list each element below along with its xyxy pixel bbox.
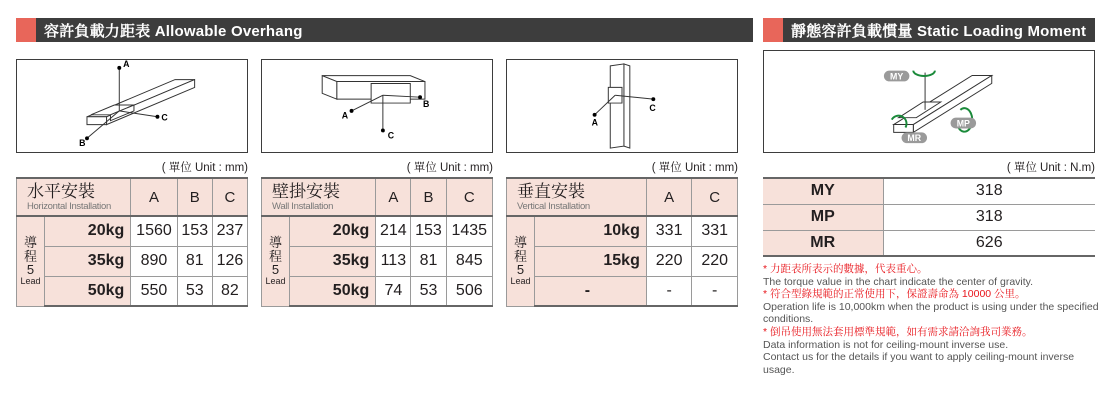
table-row <box>763 204 1095 230</box>
value-cell: 506 <box>446 276 492 306</box>
lead-cell: 導 程 5 Lead <box>17 216 45 306</box>
vertical-table <box>506 177 738 307</box>
value-cell: 74 <box>376 276 411 306</box>
value-cell: 331 <box>692 216 738 246</box>
load-cell: 35kg <box>290 246 376 276</box>
moment-table <box>763 177 1095 257</box>
header-accent <box>763 18 783 42</box>
value-cell: - <box>646 276 692 306</box>
header-accent <box>16 18 36 42</box>
unit-label: ( 單位 Unit : N.m) <box>1006 162 1095 174</box>
value-cell: 53 <box>177 276 212 306</box>
horizontal-heading: 水平安裝 Horizontal Installation <box>17 178 131 216</box>
label-b: B <box>79 138 86 149</box>
value-cell: 220 <box>646 246 692 276</box>
value-cell: 550 <box>131 276 177 306</box>
table-row <box>262 216 493 246</box>
table-row <box>17 216 248 246</box>
load-cell: 20kg <box>45 216 131 246</box>
col-header: C <box>692 178 738 216</box>
overhang-header <box>16 18 753 42</box>
vertical-diagram <box>506 59 738 153</box>
col-header: C <box>212 178 247 216</box>
moment-value: 626 <box>883 230 1095 256</box>
label-c: C <box>161 112 168 123</box>
table-row <box>507 216 738 246</box>
value-cell: 126 <box>212 246 247 276</box>
note-3b-en: Contact us for the details if you want to apply ceiling-mount inverse usage. <box>763 351 1075 376</box>
wall-diagram <box>261 59 493 153</box>
value-cell: 220 <box>692 246 738 276</box>
value-cell: 890 <box>131 246 177 276</box>
horizontal-table <box>16 177 248 307</box>
value-cell: 1560 <box>131 216 177 246</box>
col-header: C <box>446 178 492 216</box>
vertical-heading: 垂直安裝 Vertical Installation <box>507 178 647 216</box>
vertical-illustration <box>507 60 737 152</box>
overhang-title: 容許負載力距表 Allowable Overhang <box>44 22 303 40</box>
table-row <box>17 276 248 306</box>
value-cell: 82 <box>212 276 247 306</box>
moment-key: MR <box>763 230 883 256</box>
table-row <box>262 276 493 306</box>
note-2-zh: * 符合型錄規範的正常使用下，保證壽命為 10000 公里。 <box>763 288 1026 301</box>
lead-cell: 導 程 5 Lead <box>262 216 290 306</box>
value-cell: 1435 <box>446 216 492 246</box>
note-1-zh: * 力距表所表示的數據，代表重心。 <box>763 263 928 275</box>
label-a: A <box>341 110 349 121</box>
load-cell: 50kg <box>45 276 131 306</box>
load-cell: 50kg <box>290 276 376 306</box>
value-cell: - <box>692 276 738 306</box>
table-row <box>763 178 1095 204</box>
load-cell: 15kg <box>535 246 647 276</box>
col-header: A <box>131 178 177 216</box>
value-cell: 153 <box>177 216 212 246</box>
moment-diagram <box>763 50 1095 153</box>
moment-illustration <box>764 51 1094 152</box>
horizontal-illustration <box>17 60 247 152</box>
value-cell: 237 <box>212 216 247 246</box>
table-row <box>763 230 1095 256</box>
moment-header <box>763 18 1095 42</box>
wall-illustration <box>262 60 492 152</box>
label-my: MY <box>890 71 904 82</box>
moment-title: 靜態容許負載慣量 Static Loading Moment <box>791 22 1087 40</box>
col-header: A <box>646 178 692 216</box>
label-c: C <box>649 102 656 113</box>
value-cell: 845 <box>446 246 492 276</box>
moment-value: 318 <box>883 178 1095 204</box>
table-row <box>507 276 738 306</box>
unit-label: ( 單位 Unit : mm) <box>161 162 248 174</box>
load-cell: 20kg <box>290 216 376 246</box>
label-a: A <box>591 117 599 128</box>
label-a: A <box>123 60 130 69</box>
unit-label: ( 單位 Unit : mm) <box>406 162 493 174</box>
moment-key: MY <box>763 178 883 204</box>
table-row <box>507 246 738 276</box>
load-cell: 35kg <box>45 246 131 276</box>
unit-label: ( 單位 Unit : mm) <box>651 162 738 174</box>
moment-value: 318 <box>883 204 1095 230</box>
value-cell: 331 <box>646 216 692 246</box>
moment-key: MP <box>763 204 883 230</box>
value-cell: 113 <box>376 246 411 276</box>
note-1-en: The torque value in the chart indicate the center of gravity. <box>763 275 1034 288</box>
col-header: B <box>177 178 212 216</box>
note-3-zh: * 倒吊使用無法套用標準規範，如有需求請洽詢我司業務。 <box>763 325 1033 338</box>
load-cell: 10kg <box>535 216 647 246</box>
table-row <box>262 246 493 276</box>
note-3a-en: Data information is not for ceiling-mount inverse use. <box>763 338 1009 351</box>
label-mr: MR <box>907 133 922 144</box>
horizontal-diagram <box>16 59 248 153</box>
wall-table <box>261 177 493 307</box>
note-2-en: Operation life is 10,000km when the product is using under the specified conditions. <box>763 300 1099 326</box>
value-cell: 214 <box>376 216 411 246</box>
value-cell: 53 <box>411 276 446 306</box>
table-row <box>17 246 248 276</box>
label-b: B <box>423 98 430 109</box>
col-header: B <box>411 178 446 216</box>
wall-heading: 壁掛安裝 Wall Installation <box>262 178 376 216</box>
label-c: C <box>387 130 395 141</box>
lead-cell: 導 程 5 Lead <box>507 216 535 306</box>
col-header: A <box>376 178 411 216</box>
load-cell: - <box>535 276 647 306</box>
value-cell: 81 <box>411 246 446 276</box>
notes <box>763 263 1103 376</box>
value-cell: 153 <box>411 216 446 246</box>
value-cell: 81 <box>177 246 212 276</box>
label-mp: MP <box>956 118 970 129</box>
